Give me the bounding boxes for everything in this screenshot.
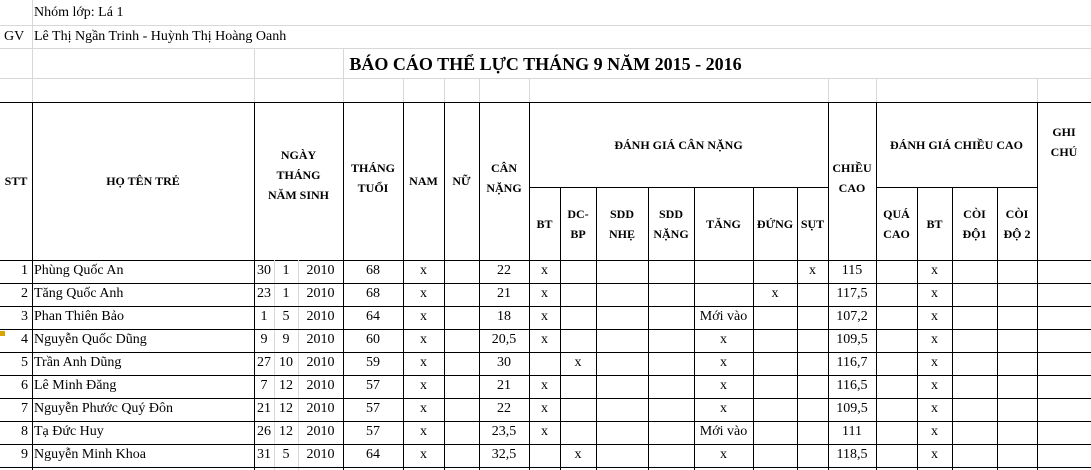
header-h-bt: BT <box>926 216 943 231</box>
cell-weight[interactable]: 21 <box>497 286 511 301</box>
cell-month[interactable]: 12 <box>279 401 293 416</box>
header-h-quacao-line2: CAO <box>883 226 910 241</box>
row-divider <box>0 283 1091 284</box>
header-height-line1: CHIỀU <box>832 161 872 175</box>
row-divider <box>0 329 1091 330</box>
header-weight-eval: ĐÁNH GIÁ CÂN NẶNG <box>614 137 743 152</box>
cell-w-tang[interactable]: Mới vào <box>699 309 748 324</box>
cell-male[interactable]: x <box>420 447 427 462</box>
cell-age[interactable]: 59 <box>366 355 380 370</box>
cell-month[interactable]: 9 <box>282 332 290 347</box>
header-w-tang: TĂNG <box>706 216 741 231</box>
cell-day[interactable]: 1 <box>260 309 268 324</box>
cell-age[interactable]: 68 <box>366 286 380 301</box>
cell-w-tang[interactable]: x <box>720 401 727 416</box>
cell-year[interactable]: 2010 <box>306 332 335 347</box>
cell-day[interactable]: 9 <box>260 332 268 347</box>
cell-w-dung[interactable]: x <box>771 286 779 301</box>
cell-year[interactable]: 2010 <box>306 424 335 439</box>
cell-h-bt[interactable]: x <box>931 355 938 370</box>
cell-w-dcbp[interactable]: x <box>574 355 582 370</box>
header-male: NAM <box>409 174 438 188</box>
header-note <box>1037 122 1091 162</box>
row-divider <box>0 467 1091 468</box>
cell-year[interactable]: 2010 <box>306 286 335 301</box>
header-w-sut: SỤT <box>800 216 825 231</box>
gv-label: GV <box>4 29 25 44</box>
cell-year[interactable]: 2010 <box>306 378 335 393</box>
header-w-dcbp <box>560 187 596 260</box>
cell-height[interactable]: 109,5 <box>836 332 868 347</box>
cell-h-bt[interactable]: x <box>931 424 938 439</box>
cell-stt[interactable]: 4 <box>21 332 28 347</box>
header-w-sddnang-line2: NẶNG <box>653 226 689 241</box>
cell-w-bt[interactable]: x <box>541 263 548 278</box>
cell-h-bt[interactable]: x <box>931 378 938 393</box>
header-h-coi1 <box>952 187 997 260</box>
cell-age[interactable]: 60 <box>366 332 380 347</box>
row-divider <box>0 306 1091 307</box>
cell-age[interactable]: 68 <box>366 263 380 278</box>
header-h-coi2-line2: ĐỘ 2 <box>1003 226 1031 241</box>
cell-weight[interactable]: 22 <box>497 263 511 278</box>
header-weight-line1: CÂN <box>491 161 517 175</box>
header-w-dung: ĐỨNG <box>756 216 794 231</box>
cell-month[interactable]: 1 <box>282 263 290 278</box>
cell-weight[interactable]: 18 <box>497 309 511 324</box>
cell-weight[interactable]: 21 <box>497 378 511 393</box>
cell-stt[interactable]: 3 <box>21 309 28 324</box>
header-age-line2: TUỔI <box>357 181 389 195</box>
header-dob <box>254 145 343 205</box>
cell-h-bt[interactable]: x <box>931 286 938 301</box>
header-h-quacao-line1: QUÁ <box>883 206 910 221</box>
cell-w-tang[interactable]: x <box>720 355 727 370</box>
report-title: BÁO CÁO THỂ LỰC THÁNG 9 NĂM 2015 - 2016 <box>349 54 742 74</box>
header-w-sddnhe-line2: NHẸ <box>608 226 635 241</box>
cell-year[interactable]: 2010 <box>306 309 335 324</box>
cell-w-tang[interactable]: x <box>720 447 727 462</box>
cell-w-bt[interactable]: x <box>541 309 548 324</box>
header-h-coi1-line2: ĐỘ1 <box>962 226 987 241</box>
header-w-dcbp-line2: BP <box>570 226 586 241</box>
cell-stt[interactable]: 1 <box>21 263 28 278</box>
header-age-line1: THÁNG <box>350 161 395 175</box>
header-h-coi2-line1: CÒI <box>1005 206 1029 221</box>
cell-w-bt[interactable]: x <box>541 424 548 439</box>
cell-stt[interactable]: 9 <box>21 447 28 462</box>
header-name: HỌ TÊN TRẺ <box>106 174 180 188</box>
cell-w-bt[interactable]: x <box>541 378 548 393</box>
cell-w-sut[interactable]: x <box>809 263 816 278</box>
cell-name[interactable]: Tạ Đức Huy <box>34 424 104 439</box>
cell-age[interactable]: 57 <box>366 424 380 439</box>
header-dob-line3: NĂM SINH <box>267 188 329 202</box>
cell-name[interactable]: Phùng Quốc An <box>34 263 124 278</box>
header-h-coi1-line1: CÒI <box>963 206 986 221</box>
cell-day[interactable]: 26 <box>257 424 271 439</box>
cell-month[interactable]: 5 <box>282 447 290 462</box>
teacher-names: Lê Thị Ngần Trinh - Huỳnh Thị Hoàng Oanh <box>34 29 287 44</box>
header-dob-line1: NGÀY <box>280 148 317 162</box>
row-divider <box>0 375 1091 376</box>
cell-h-bt[interactable]: x <box>931 332 938 347</box>
header-height-line2: CAO <box>838 181 866 195</box>
cell-male[interactable]: x <box>420 263 427 278</box>
cell-stt[interactable]: 2 <box>21 286 28 301</box>
cell-h-bt[interactable]: x <box>931 309 938 324</box>
cell-stt[interactable]: 5 <box>21 355 28 370</box>
cell-month[interactable]: 5 <box>282 309 290 324</box>
cell-male[interactable]: x <box>420 332 427 347</box>
cell-year[interactable]: 2010 <box>306 355 335 370</box>
header-stt: STT <box>4 174 28 188</box>
header-w-sddnang-line1: SDD <box>658 206 683 221</box>
cell-name[interactable]: Lê Minh Đăng <box>34 378 117 393</box>
cell-month[interactable]: 1 <box>282 286 290 301</box>
cell-day[interactable]: 7 <box>260 378 268 393</box>
header-weight-line2: NẶNG <box>486 181 522 195</box>
cell-day[interactable]: 27 <box>257 355 271 370</box>
cell-height[interactable]: 111 <box>842 424 862 439</box>
cell-weight[interactable]: 30 <box>497 355 511 370</box>
header-age-months <box>343 158 403 198</box>
cell-day[interactable]: 21 <box>257 401 271 416</box>
cell-name[interactable]: Nguyễn Quốc Dũng <box>34 332 147 347</box>
cell-age[interactable]: 57 <box>366 401 380 416</box>
cell-h-bt[interactable]: x <box>931 447 938 462</box>
cell-stt[interactable]: 6 <box>21 378 28 393</box>
cell-stt[interactable]: 8 <box>21 424 28 439</box>
cell-w-dcbp[interactable]: x <box>574 447 582 462</box>
cell-w-bt[interactable]: x <box>541 332 548 347</box>
header-w-bt: BT <box>536 216 553 231</box>
row-divider <box>0 398 1091 399</box>
cell-height[interactable]: 109,5 <box>836 401 868 416</box>
cell-male[interactable]: x <box>420 424 427 439</box>
cell-w-tang[interactable]: x <box>720 332 727 347</box>
cell-male[interactable]: x <box>420 309 427 324</box>
cell-height[interactable]: 117,5 <box>836 286 868 301</box>
cell-w-bt[interactable]: x <box>541 401 548 416</box>
cell-year[interactable]: 2010 <box>306 401 335 416</box>
cell-age[interactable]: 64 <box>366 309 380 324</box>
cell-weight[interactable]: 22 <box>497 401 511 416</box>
cell-w-tang[interactable]: x <box>720 378 727 393</box>
cell-male[interactable]: x <box>420 286 427 301</box>
header-note-line1: GHI <box>1052 125 1076 139</box>
cell-age[interactable]: 57 <box>366 378 380 393</box>
cell-height[interactable]: 116,5 <box>836 378 868 393</box>
cell-w-tang[interactable]: Mới vào <box>699 424 748 439</box>
header-height-eval: ĐÁNH GIÁ CHIỀU CAO <box>889 137 1023 152</box>
cell-male[interactable]: x <box>420 355 427 370</box>
cell-height[interactable]: 107,2 <box>836 309 868 324</box>
header-dob-line2: THÁNG <box>276 168 321 182</box>
header-h-coi2 <box>997 187 1037 260</box>
cell-weight[interactable]: 23,5 <box>491 424 517 439</box>
cell-day[interactable]: 31 <box>257 447 271 462</box>
cell-month[interactable]: 12 <box>279 424 293 439</box>
cell-weight[interactable]: 32,5 <box>491 447 517 462</box>
header-w-dcbp-line1: DC- <box>567 206 589 221</box>
header-height <box>828 158 876 198</box>
cell-height[interactable]: 115 <box>841 263 863 278</box>
header-w-sddnang <box>648 187 694 260</box>
cell-weight[interactable]: 20,5 <box>491 332 517 347</box>
cell-name[interactable]: Trần Anh Dũng <box>34 355 122 370</box>
cell-day[interactable]: 23 <box>257 286 271 301</box>
header-female: NỮ <box>452 174 471 188</box>
cell-h-bt[interactable]: x <box>931 263 938 278</box>
cell-month[interactable]: 10 <box>279 355 293 370</box>
header-h-quacao <box>876 187 917 260</box>
cell-month[interactable]: 12 <box>279 378 293 393</box>
cell-h-bt[interactable]: x <box>931 401 938 416</box>
row-divider <box>0 444 1091 445</box>
cell-male[interactable]: x <box>420 378 427 393</box>
cell-age[interactable]: 64 <box>366 447 380 462</box>
cell-name[interactable]: Nguyễn Phước Quý Đôn <box>34 401 174 416</box>
header-weight <box>479 158 529 198</box>
cell-w-bt[interactable]: x <box>541 286 548 301</box>
cell-day[interactable]: 30 <box>257 263 271 278</box>
row-divider <box>0 352 1091 353</box>
header-note-line2: CHÚ <box>1050 145 1078 159</box>
cell-name[interactable]: Phan Thiên Bảo <box>34 309 124 324</box>
cell-name[interactable]: Nguyễn Minh Khoa <box>34 447 146 462</box>
header-w-sddnhe <box>596 187 648 260</box>
cell-stt[interactable]: 7 <box>21 401 28 416</box>
row-divider <box>0 421 1091 422</box>
cell-height[interactable]: 116,7 <box>836 355 868 370</box>
cell-year[interactable]: 2010 <box>306 447 335 462</box>
cell-year[interactable]: 2010 <box>306 263 335 278</box>
group-label: Nhóm lớp: Lá 1 <box>34 5 124 20</box>
cell-height[interactable]: 118,5 <box>836 447 868 462</box>
header-w-sddnhe-line1: SDD <box>609 206 634 221</box>
cell-name[interactable]: Tăng Quốc Anh <box>34 286 124 301</box>
cell-male[interactable]: x <box>420 401 427 416</box>
